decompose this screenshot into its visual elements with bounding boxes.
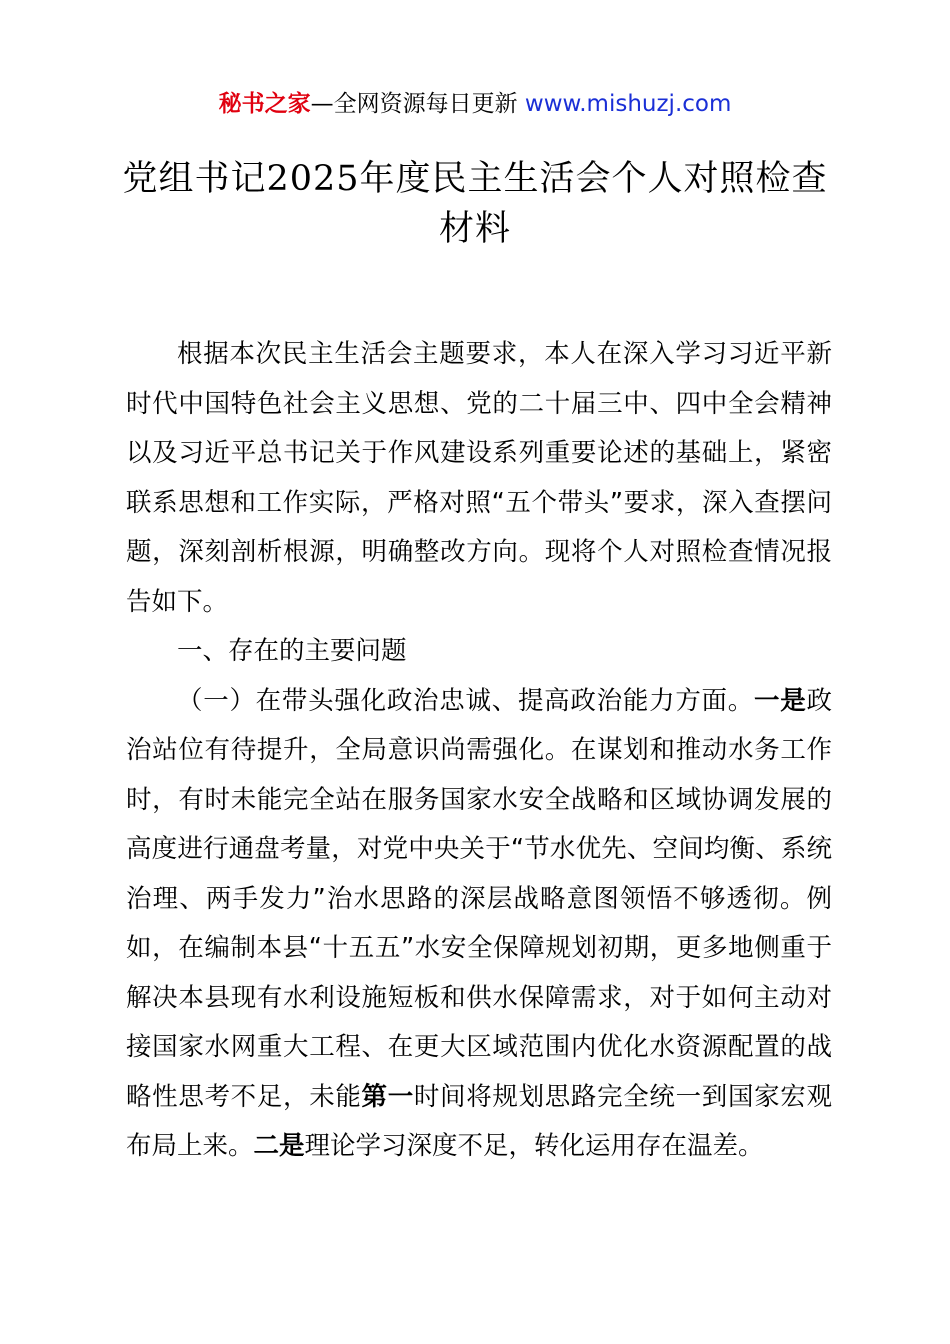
brand-name: 秘书之家 [218, 91, 311, 117]
header-slogan: —全网资源每日更新 [310, 91, 518, 117]
site-url-link[interactable]: www.mishuzj.com [524, 91, 732, 117]
problem-paragraph [126, 677, 832, 1172]
intro-paragraph: 根据本次民主生活会主题要求，本人在深入学习习近平新时代中国特色社会主义思想、党的二十届三中、四中全会精神以及习近平总书记关于作风建设系列重要论述的基础上，紧密联系思想和工作实际，严格对照“五个带头”要求，深入查摆问题，深刻剖析根源，明确整改方向。现将个人对照检查情况报告如下。 [126, 339, 832, 617]
point-text-tail: 时间将规划思路完全统一到国家宏观布局上来。 [126, 1081, 832, 1161]
point-label: 一是 [754, 685, 807, 716]
document-title: 党组书记2025年度民主生活会个人对照检查材料 [122, 159, 828, 249]
site-header [0, 86, 950, 122]
point-label: 二是 [253, 1131, 305, 1161]
point-text: 理论学习深度不足，转化运用存在温差。 [304, 1131, 764, 1161]
emphasis-text: 第一 [361, 1081, 414, 1112]
point-text: 政治站位有待提升，全局意识尚需强化。在谋划和推动水务工作时，有时未能完全站在服务国家水安全战略和区域协调发展的高度进行通盘考量，对党中央关于“节水优先、空间均衡、系统治理、两手发力”治水思路的深层战略意图领悟不够透彻。例如，在编制本县“十五五”水安全保障规划初期，更多地侧重于解决本县现有水利设施短板和供水保障需求，对于如何主动对接国家水网重大工程、在更大区域范围内优化水资源配置的战略性思考不足，未能 [126, 685, 832, 1112]
section-heading: 一、存在的主要问题 [177, 636, 407, 666]
subsection-heading: （一）在带头强化政治忠诚、提高政治能力方面。 [177, 685, 754, 716]
document-body [126, 330, 832, 1172]
